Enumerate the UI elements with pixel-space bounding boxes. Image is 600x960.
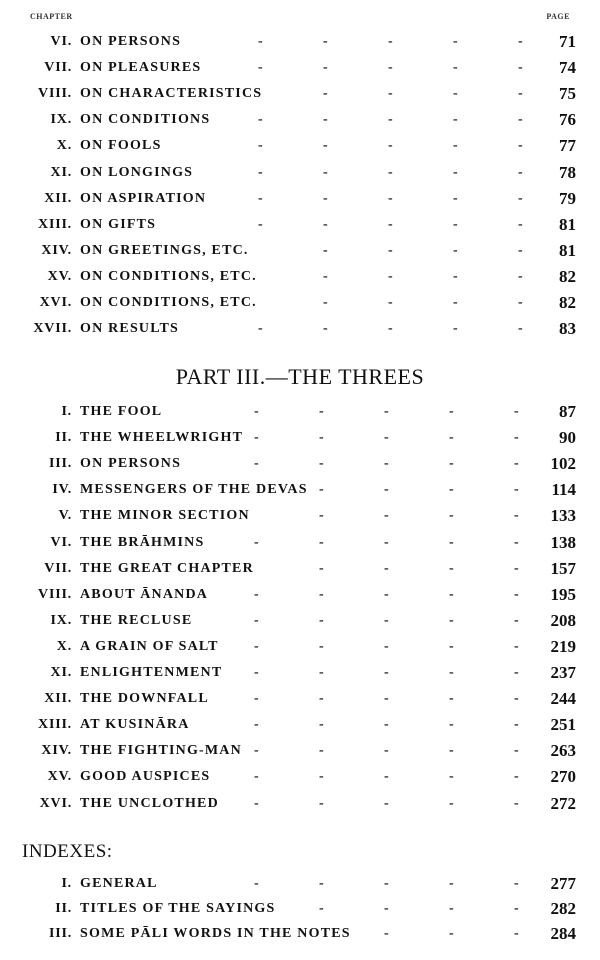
chapter-title: THE FIGHTING-MAN <box>80 743 242 759</box>
chapter-number: XIV. <box>41 743 72 759</box>
leader-dot: - <box>514 456 519 472</box>
chapter-number: XIV. <box>41 242 72 258</box>
toc-entry <box>0 899 600 923</box>
page-number: 277 <box>550 874 576 893</box>
chapter-number: I. <box>61 404 72 419</box>
leader-dot: - <box>388 138 393 154</box>
leader-dot: - <box>449 743 454 759</box>
page-number: 90 <box>559 428 576 448</box>
leader-dot: - <box>384 482 389 498</box>
page-number: 78 <box>559 162 576 182</box>
leader-dot: - <box>384 717 389 733</box>
toc-entry <box>0 428 600 452</box>
leader-dot: - <box>449 456 454 472</box>
leader-dot: - <box>384 586 389 602</box>
toc-entry <box>0 585 600 609</box>
leader-dot: - <box>319 482 324 498</box>
chapter-title: ABOUT ĀNANDA <box>80 586 209 602</box>
leader-dot: - <box>323 138 328 154</box>
chapter-title: THE UNCLOTHED <box>80 795 219 811</box>
toc-entry <box>0 689 600 713</box>
leader-dot: - <box>388 86 393 102</box>
leader-dot: - <box>514 404 519 419</box>
chapter-number: II. <box>55 901 72 916</box>
leader-dot: - <box>254 691 259 707</box>
chapter-title: THE RECLUSE <box>80 612 193 628</box>
chapter-title: THE DOWNFALL <box>80 691 209 707</box>
leader-dot: - <box>319 876 324 891</box>
chapter-number: I. <box>61 876 72 891</box>
page-number: 251 <box>550 715 576 735</box>
page-number: 272 <box>550 793 576 813</box>
leader-dot: - <box>384 560 389 576</box>
toc-entry <box>0 58 600 82</box>
toc-entry <box>0 241 600 265</box>
toc-entry <box>0 924 600 948</box>
chapter-title: THE WHEELWRIGHT <box>80 430 244 446</box>
leader-dot: - <box>319 534 324 550</box>
leader-dot: - <box>514 560 519 576</box>
leader-dot: - <box>449 430 454 446</box>
leader-dot: - <box>388 295 393 310</box>
toc-entry <box>0 189 600 213</box>
chapter-number: IX. <box>50 112 72 128</box>
toc-entry <box>0 874 600 898</box>
leader-dot: - <box>514 769 519 785</box>
leader-dot: - <box>323 268 328 284</box>
page-number: 87 <box>559 402 576 421</box>
page-number: 76 <box>559 110 576 130</box>
toc-entry <box>0 84 600 108</box>
chapter-title: MESSENGERS OF THE DEVAS <box>80 482 308 498</box>
leader-dot: - <box>518 321 523 337</box>
leader-dot: - <box>453 112 458 128</box>
leader-dot: - <box>323 216 328 232</box>
leader-dot: - <box>518 295 523 310</box>
page-number: 81 <box>559 240 576 260</box>
chapter-title: ON CONDITIONS <box>80 112 211 128</box>
leader-dot: - <box>323 295 328 310</box>
indexes-heading: INDEXES: <box>22 841 113 862</box>
page-number: 282 <box>550 899 576 918</box>
leader-dot: - <box>258 216 263 232</box>
leader-dot: - <box>514 926 519 941</box>
leader-dot: - <box>319 665 324 680</box>
leader-dot: - <box>449 612 454 628</box>
page-number: 74 <box>559 58 576 78</box>
toc-entry <box>0 293 600 317</box>
leader-dot: - <box>254 795 259 811</box>
chapter-title: THE MINOR SECTION <box>80 508 250 524</box>
chapter-title: ON LONGINGS <box>80 164 194 180</box>
leader-dot: - <box>388 190 393 206</box>
toc-entry <box>0 794 600 818</box>
leader-dot: - <box>449 876 454 891</box>
leader-dot: - <box>258 60 263 76</box>
page-number: 138 <box>550 532 576 552</box>
page-number: 208 <box>550 610 576 630</box>
leader-dot: - <box>514 482 519 498</box>
leader-dot: - <box>384 769 389 785</box>
leader-dot: - <box>384 508 389 524</box>
leader-dot: - <box>384 534 389 550</box>
leader-dot: - <box>449 560 454 576</box>
leader-dot: - <box>254 743 259 759</box>
chapter-number: XII. <box>44 691 72 707</box>
leader-dot: - <box>518 216 523 232</box>
leader-dot: - <box>518 86 523 102</box>
chapter-number: XI. <box>50 164 72 180</box>
toc-entry <box>0 506 600 530</box>
page-number: 195 <box>550 584 576 604</box>
page-number: 244 <box>550 689 576 709</box>
leader-dot: - <box>254 456 259 472</box>
leader-dot: - <box>453 138 458 154</box>
leader-dot: - <box>384 665 389 680</box>
page-number: 82 <box>559 293 576 312</box>
page-number: 157 <box>550 558 576 578</box>
toc-entry <box>0 663 600 687</box>
leader-dot: - <box>453 86 458 102</box>
leader-dot: - <box>449 508 454 524</box>
leader-dot: - <box>388 242 393 258</box>
page-number: 75 <box>559 84 576 104</box>
leader-dot: - <box>514 901 519 916</box>
leader-dot: - <box>254 404 259 419</box>
leader-dot: - <box>453 216 458 232</box>
toc-entry <box>0 136 600 160</box>
leader-dot: - <box>323 112 328 128</box>
toc-entry <box>0 533 600 557</box>
toc-entry <box>0 559 600 583</box>
chapter-number: XI. <box>50 665 72 680</box>
leader-dot: - <box>384 876 389 891</box>
toc-entry <box>0 267 600 291</box>
toc-entry <box>0 110 600 134</box>
chapter-number: VI. <box>50 34 72 49</box>
leader-dot: - <box>514 691 519 707</box>
leader-dot: - <box>514 586 519 602</box>
leader-dot: - <box>518 268 523 284</box>
leader-dot: - <box>319 769 324 785</box>
leader-dot: - <box>449 638 454 654</box>
toc-entry <box>0 32 600 56</box>
leader-dot: - <box>453 295 458 310</box>
chapter-title: GENERAL <box>80 876 158 891</box>
chapter-title: ON PERSONS <box>80 456 182 472</box>
chapter-title: ON FOOLS <box>80 138 162 154</box>
page-number: 263 <box>550 741 576 761</box>
page-number: 219 <box>550 636 576 656</box>
leader-dot: - <box>514 430 519 446</box>
header-page: PAGE <box>546 12 570 21</box>
header-chapter: CHAPTER <box>30 12 73 21</box>
leader-dot: - <box>319 560 324 576</box>
leader-dot: - <box>319 638 324 654</box>
leader-dot: - <box>518 34 523 49</box>
leader-dot: - <box>514 638 519 654</box>
chapter-title: ON CONDITIONS, ETC. <box>80 268 257 284</box>
page-number: 102 <box>550 454 576 474</box>
chapter-title: THE BRĀHMINS <box>80 534 205 550</box>
toc-entry <box>0 480 600 504</box>
chapter-title: TITLES OF THE SAYINGS <box>80 901 276 916</box>
chapter-title: ON PERSONS <box>80 34 182 49</box>
leader-dot: - <box>254 612 259 628</box>
chapter-number: VII. <box>44 60 72 76</box>
leader-dot: - <box>254 876 259 891</box>
leader-dot: - <box>388 112 393 128</box>
leader-dot: - <box>514 795 519 811</box>
leader-dot: - <box>319 717 324 733</box>
chapter-number: II. <box>55 430 72 446</box>
page-number: 77 <box>559 136 576 156</box>
leader-dot: - <box>388 321 393 337</box>
leader-dot: - <box>453 268 458 284</box>
page-number: 270 <box>550 767 576 787</box>
leader-dot: - <box>518 60 523 76</box>
leader-dot: - <box>453 190 458 206</box>
leader-dot: - <box>518 242 523 258</box>
leader-dot: - <box>258 34 263 49</box>
leader-dot: - <box>453 242 458 258</box>
leader-dot: - <box>449 534 454 550</box>
leader-dot: - <box>449 404 454 419</box>
chapter-number: X. <box>56 138 72 154</box>
leader-dot: - <box>514 717 519 733</box>
leader-dot: - <box>384 901 389 916</box>
leader-dot: - <box>323 164 328 180</box>
chapter-title: THE GREAT CHAPTER <box>80 560 254 576</box>
leader-dot: - <box>254 534 259 550</box>
leader-dot: - <box>319 430 324 446</box>
chapter-title: A GRAIN OF SALT <box>80 638 219 654</box>
chapter-title: GOOD AUSPICES <box>80 769 211 785</box>
leader-dot: - <box>323 60 328 76</box>
page-number: 81 <box>559 214 576 234</box>
chapter-number: VII. <box>44 560 72 576</box>
leader-dot: - <box>384 743 389 759</box>
leader-dot: - <box>254 430 259 446</box>
chapter-number: X. <box>56 638 72 654</box>
leader-dot: - <box>514 508 519 524</box>
chapter-number: V. <box>58 508 72 524</box>
leader-dot: - <box>514 665 519 680</box>
chapter-number: XIII. <box>38 216 72 232</box>
leader-dot: - <box>388 164 393 180</box>
toc-entry <box>0 715 600 739</box>
toc-entry <box>0 741 600 765</box>
chapter-title: ON CHARACTERISTICS <box>80 86 263 102</box>
chapter-number: XVII. <box>33 321 72 337</box>
leader-dot: - <box>388 60 393 76</box>
leader-dot: - <box>514 876 519 891</box>
page-number: 82 <box>559 266 576 286</box>
chapter-number: VIII. <box>38 86 72 102</box>
leader-dot: - <box>384 926 389 941</box>
leader-dot: - <box>449 926 454 941</box>
leader-dot: - <box>319 508 324 524</box>
leader-dot: - <box>254 717 259 733</box>
chapter-number: XII. <box>44 190 72 206</box>
chapter-number: XVI. <box>39 295 72 310</box>
leader-dot: - <box>453 34 458 49</box>
leader-dot: - <box>319 691 324 707</box>
leader-dot: - <box>319 795 324 811</box>
chapter-title: ON ASPIRATION <box>80 190 207 206</box>
chapter-title: ON GREETINGS, ETC. <box>80 242 249 258</box>
leader-dot: - <box>518 164 523 180</box>
leader-dot: - <box>319 743 324 759</box>
chapter-number: XV. <box>47 268 72 284</box>
toc-entry <box>0 402 600 426</box>
leader-dot: - <box>323 190 328 206</box>
chapter-number: IX. <box>50 612 72 628</box>
leader-dot: - <box>453 321 458 337</box>
leader-dot: - <box>254 586 259 602</box>
page-number: 284 <box>550 924 576 943</box>
leader-dot: - <box>514 534 519 550</box>
chapter-title: ON PLEASURES <box>80 60 202 76</box>
leader-dot: - <box>319 612 324 628</box>
leader-dot: - <box>384 456 389 472</box>
toc-entry <box>0 637 600 661</box>
leader-dot: - <box>258 321 263 337</box>
chapter-number: III. <box>48 926 72 941</box>
leader-dot: - <box>319 586 324 602</box>
leader-dot: - <box>449 901 454 916</box>
chapter-number: III. <box>48 456 72 472</box>
leader-dot: - <box>388 34 393 49</box>
chapter-title: ON GIFTS <box>80 216 157 232</box>
leader-dot: - <box>319 456 324 472</box>
leader-dot: - <box>518 138 523 154</box>
leader-dot: - <box>453 60 458 76</box>
chapter-number: XVI. <box>39 795 72 811</box>
leader-dot: - <box>258 164 263 180</box>
leader-dot: - <box>449 717 454 733</box>
leader-dot: - <box>258 138 263 154</box>
leader-dot: - <box>388 268 393 284</box>
leader-dot: - <box>258 190 263 206</box>
page-number: 133 <box>550 506 576 526</box>
leader-dot: - <box>449 482 454 498</box>
page-number: 237 <box>550 663 576 682</box>
leader-dot: - <box>319 404 324 419</box>
chapter-title: ON RESULTS <box>80 321 180 337</box>
toc-entry <box>0 215 600 239</box>
leader-dot: - <box>514 612 519 628</box>
chapter-title: SOME PĀLI WORDS IN THE NOTES <box>80 926 351 941</box>
chapter-number: VI. <box>50 534 72 550</box>
toc-entry <box>0 319 600 343</box>
leader-dot: - <box>449 769 454 785</box>
leader-dot: - <box>384 430 389 446</box>
leader-dot: - <box>319 901 324 916</box>
chapter-number: VIII. <box>38 586 72 602</box>
chapter-number: IV. <box>52 482 72 498</box>
leader-dot: - <box>384 795 389 811</box>
leader-dot: - <box>254 638 259 654</box>
leader-dot: - <box>449 691 454 707</box>
leader-dot: - <box>384 404 389 419</box>
leader-dot: - <box>323 242 328 258</box>
leader-dot: - <box>518 112 523 128</box>
page-number: 114 <box>551 480 576 500</box>
toc-entry <box>0 767 600 791</box>
part-heading: PART III.—THE THREES <box>175 364 425 389</box>
leader-dot: - <box>449 665 454 680</box>
leader-dot: - <box>254 769 259 785</box>
chapter-title: AT KUSINĀRA <box>80 717 190 733</box>
page-number: 83 <box>559 319 576 339</box>
page-number: 79 <box>559 188 576 208</box>
leader-dot: - <box>518 190 523 206</box>
leader-dot: - <box>453 164 458 180</box>
leader-dot: - <box>254 665 259 680</box>
page-number: 71 <box>559 32 576 51</box>
leader-dot: - <box>323 321 328 337</box>
leader-dot: - <box>384 638 389 654</box>
leader-dot: - <box>384 691 389 707</box>
leader-dot: - <box>384 612 389 628</box>
toc-entry <box>0 454 600 478</box>
leader-dot: - <box>449 586 454 602</box>
toc-entry <box>0 163 600 187</box>
leader-dot: - <box>388 216 393 232</box>
toc-entry <box>0 611 600 635</box>
chapter-number: XV. <box>47 769 72 785</box>
leader-dot: - <box>449 795 454 811</box>
leader-dot: - <box>514 743 519 759</box>
leader-dot: - <box>323 86 328 102</box>
chapter-title: ON CONDITIONS, ETC. <box>80 295 257 310</box>
leader-dot: - <box>323 34 328 49</box>
chapter-title: ENLIGHTENMENT <box>80 665 223 680</box>
chapter-title: THE FOOL <box>80 404 163 419</box>
chapter-number: XIII. <box>38 717 72 733</box>
leader-dot: - <box>258 112 263 128</box>
